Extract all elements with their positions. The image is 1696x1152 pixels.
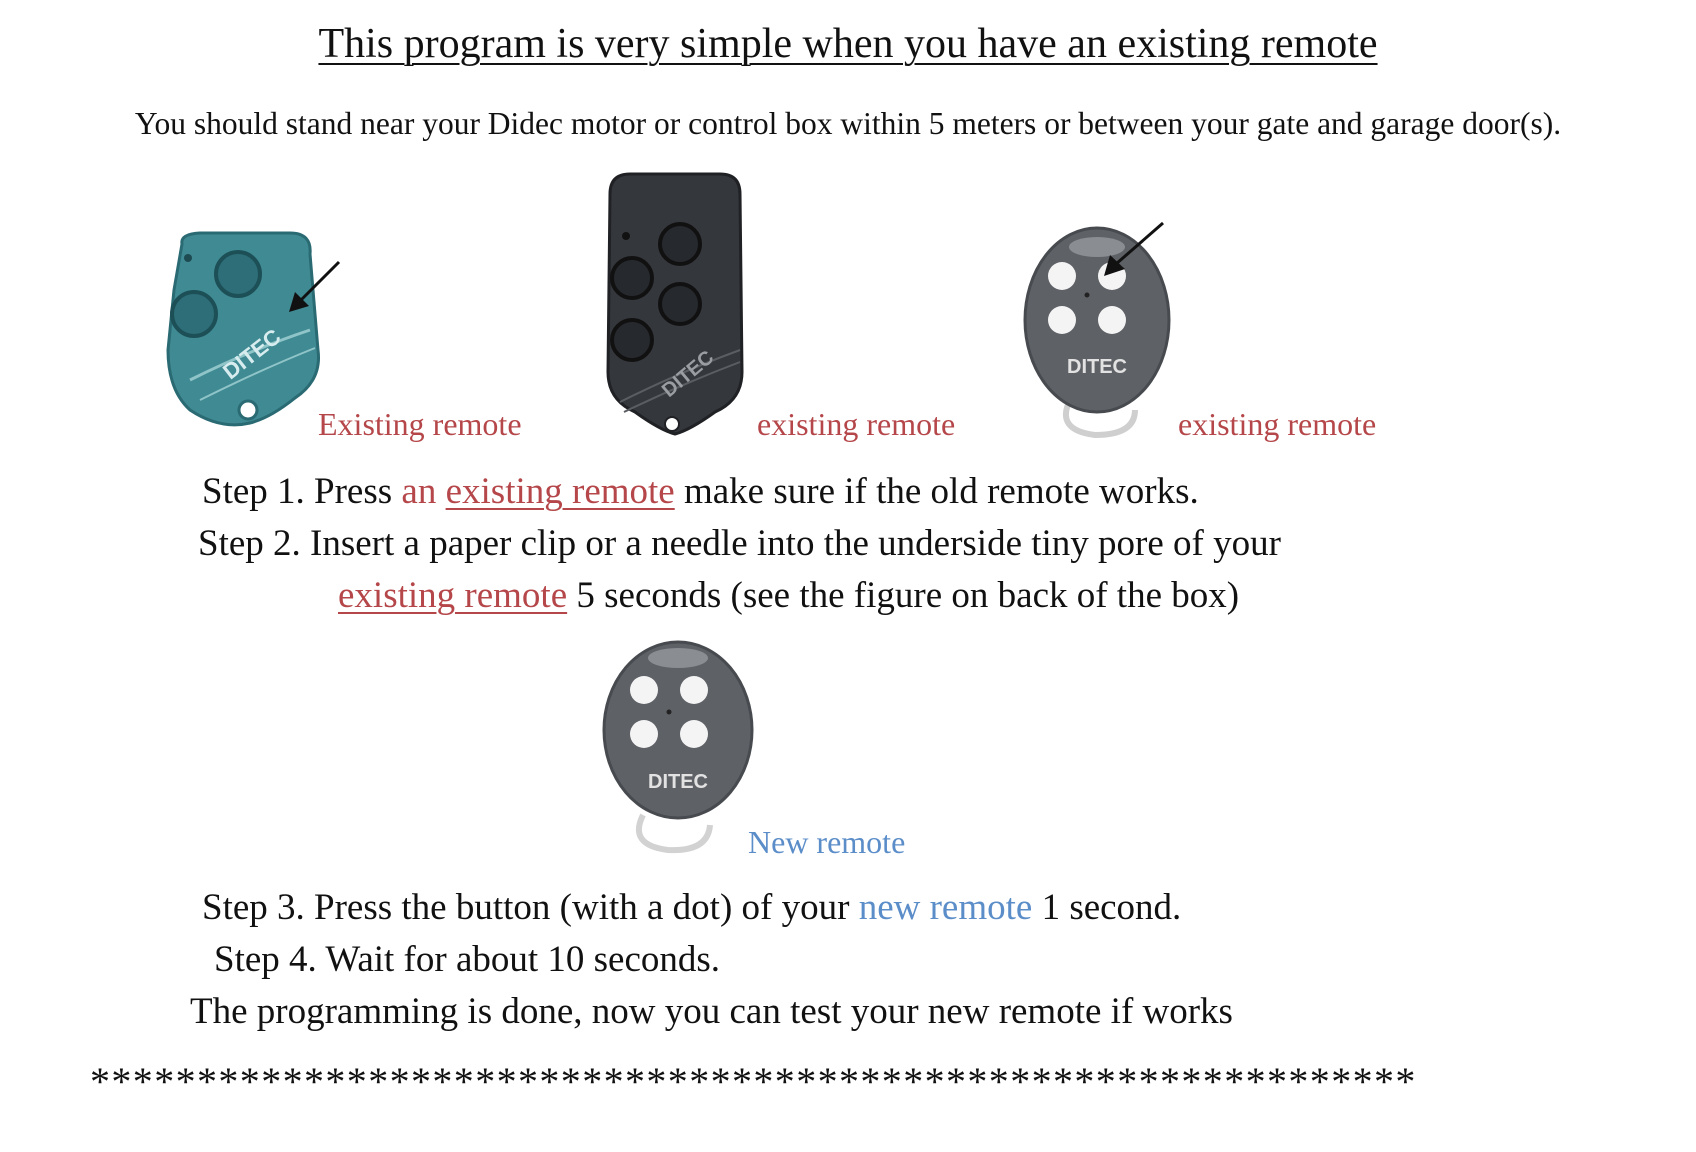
step-3: Step 3. Press the button (with a dot) of your new remote 1 second. — [202, 887, 1182, 928]
new-remote-text: new remote — [858, 887, 1033, 928]
existing-remote-link[interactable]: existing remote — [445, 471, 675, 512]
intro-text: You should stand near your Didec motor or control box within 5 meters or between your gate and garage door(s). — [134, 106, 1562, 141]
arrow-pointer-icon — [285, 258, 345, 318]
caption-existing-3: existing remote — [1178, 406, 1377, 442]
remote-brand-label: DITEC — [648, 771, 708, 793]
existing-remote-link[interactable]: existing remote — [338, 575, 568, 616]
caption-existing-2: existing remote — [757, 406, 956, 442]
step-4: Step 4. Wait for about 10 seconds. — [214, 939, 721, 980]
remote-dark-image — [600, 172, 750, 442]
caption-new-remote: New remote — [748, 824, 906, 860]
step-2-line-2: existing remote 5 seconds (see the figure on back of the box) — [338, 575, 1240, 616]
remote-brand-label: DITEC — [658, 346, 719, 402]
remote-grey-new-image — [598, 640, 768, 855]
remote-brand-label: DITEC — [218, 323, 286, 385]
caption-existing-1: Existing remote — [318, 406, 522, 442]
done-text: The programming is done, now you can test your new remote if works — [190, 991, 1233, 1032]
remote-brand-label: DITEC — [1067, 356, 1127, 378]
step-1: Step 1. Press an existing remote make sure if the old remote works. — [202, 471, 1199, 512]
step-2-line-1: Step 2. Insert a paper clip or a needle into the underside tiny pore of your — [198, 523, 1281, 564]
page-title: This program is very simple when you have an existing remote — [318, 21, 1378, 67]
separator-line: ************************************************************** — [90, 1059, 1417, 1104]
arrow-pointer-icon — [1098, 220, 1168, 280]
